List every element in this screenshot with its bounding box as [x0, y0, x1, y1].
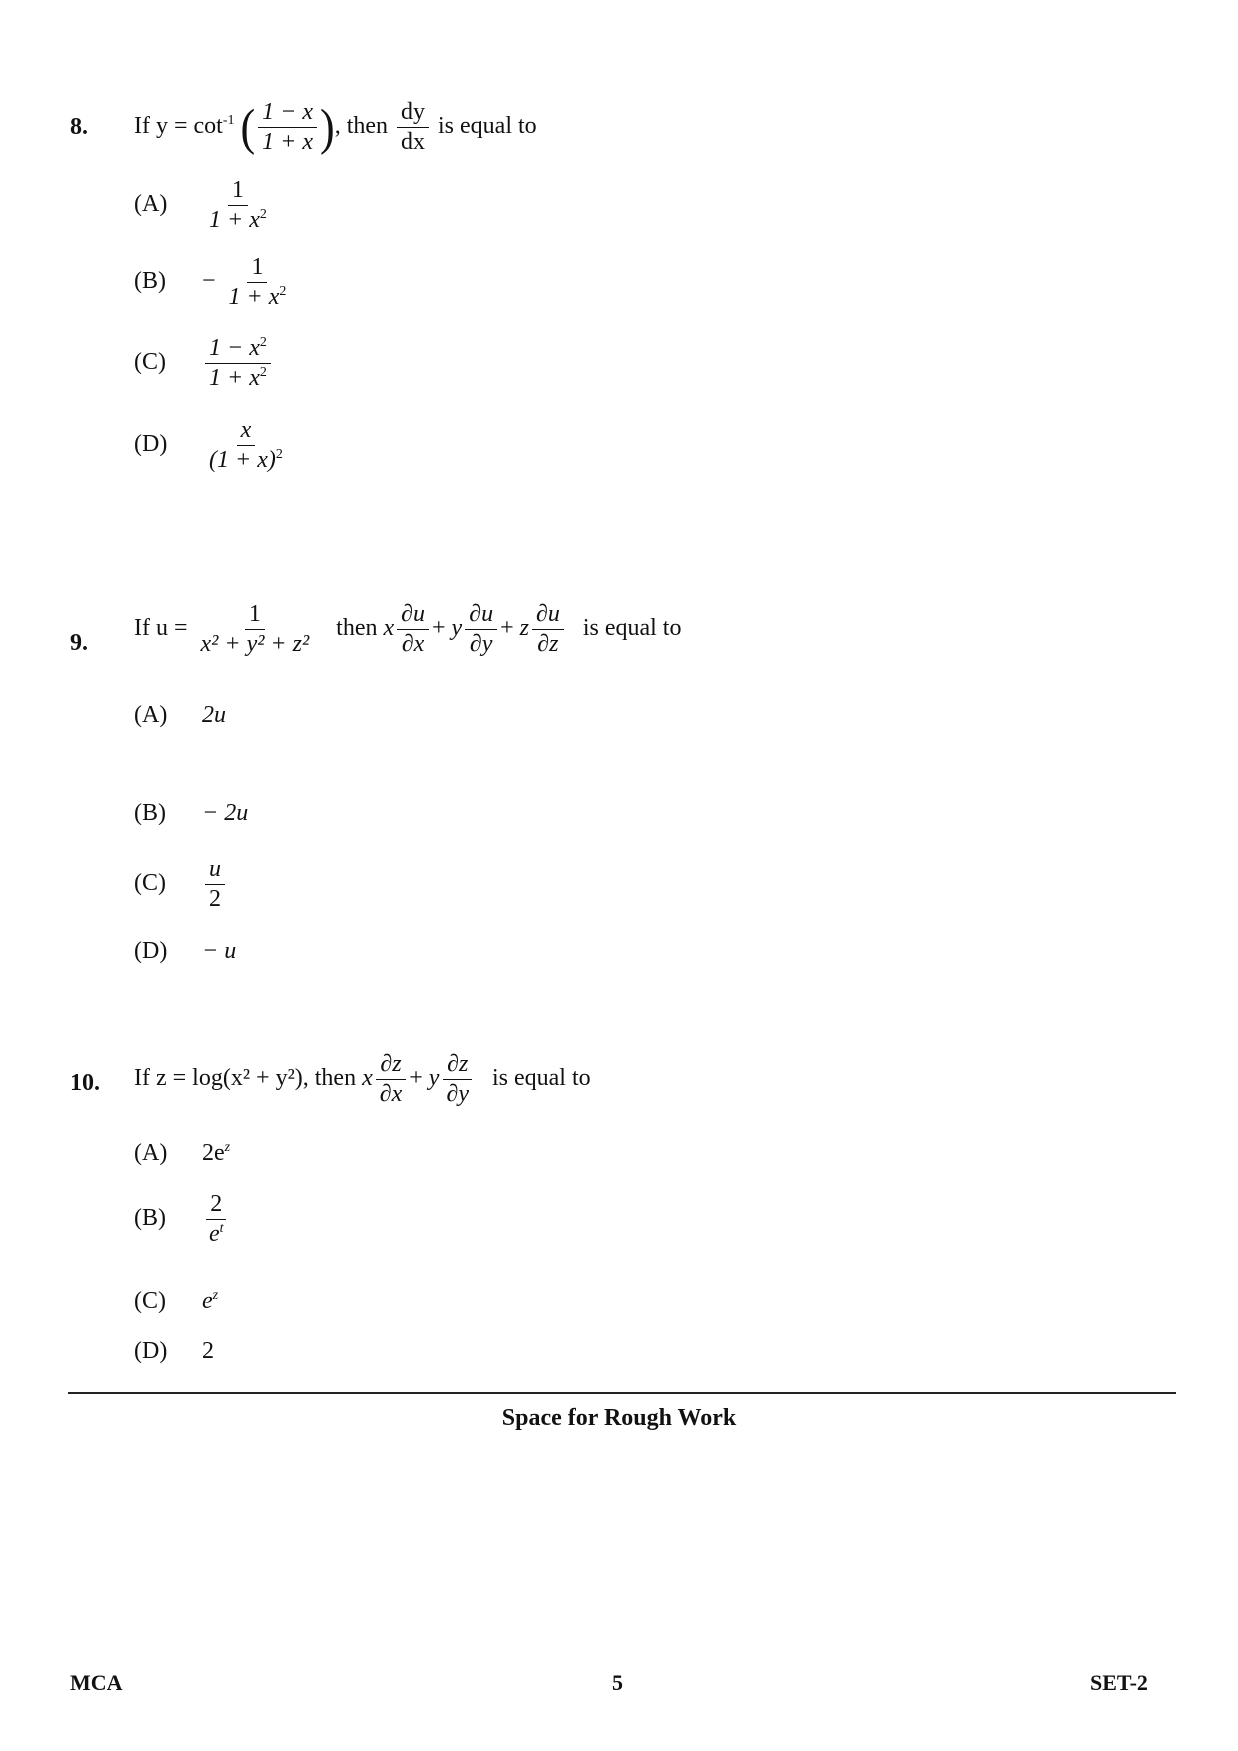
- q10-partial-z: ∂z: [376, 1052, 405, 1080]
- q10-partial-y: ∂y: [446, 1081, 469, 1108]
- option-label: (C): [134, 349, 166, 376]
- option-numerator: u: [205, 857, 225, 885]
- option-exponent: t: [219, 1221, 224, 1237]
- option-d[interactable]: [134, 1338, 214, 1365]
- divider: [68, 1392, 1176, 1394]
- option-denominator: 2: [209, 886, 221, 913]
- q9-prefix: If u =: [134, 615, 188, 642]
- q9-then: then: [336, 615, 378, 642]
- option-numerator: x: [237, 418, 256, 446]
- option-denominator: (1 + x): [209, 447, 276, 474]
- option-value: 2: [202, 1338, 214, 1364]
- option-label: (B): [134, 1205, 166, 1232]
- q9-suffix: is equal to: [582, 615, 682, 642]
- q9-plus: +: [500, 615, 514, 642]
- q9-partial-u: ∂u: [532, 602, 564, 630]
- q8-argument: ( $\frac{1 - x}{1 + x}$ ): [240, 98, 335, 156]
- option-d[interactable]: [134, 938, 236, 965]
- option-numerator: 1 − x: [209, 335, 260, 361]
- rough-work-heading: Space for Rough Work: [501, 1405, 737, 1431]
- footer-page-number: 5: [612, 1670, 623, 1695]
- option-c[interactable]: (C) $\frac{1 - x^2}{1 + x^2}$: [134, 336, 274, 391]
- q8-arg-denominator: 1 + x: [262, 129, 314, 156]
- option-base: 2e: [202, 1140, 225, 1166]
- q9-partial-u: ∂u: [397, 602, 429, 630]
- q9-z: z: [519, 615, 529, 642]
- option-exponent: z: [212, 1288, 219, 1303]
- question-text: [134, 1052, 591, 1107]
- option-label: (C): [134, 1288, 166, 1314]
- option-d[interactable]: (D) $\frac{x}{(1 + x)^2}$: [134, 417, 283, 474]
- option-numerator: 2: [206, 1192, 226, 1220]
- question-8: [70, 98, 1170, 474]
- option-denominator: 1 + x: [209, 365, 260, 392]
- q8-arg-numerator: 1 − x: [258, 100, 317, 128]
- option-label: (B): [134, 268, 166, 295]
- option-label: (D): [134, 938, 168, 964]
- option-value: − 2u: [202, 800, 249, 826]
- option-a[interactable]: [134, 702, 226, 729]
- q9-partial-u: ∂u: [465, 602, 497, 630]
- q10-plus: +: [409, 1065, 423, 1092]
- q10-x: x: [362, 1065, 373, 1092]
- option-denominator: 1 + x: [228, 284, 280, 311]
- q9-partial-z: ∂z: [537, 631, 559, 658]
- footer-set: SET-2: [1090, 1670, 1148, 1695]
- q8-suffix: is equal to: [438, 113, 537, 140]
- q10-prefix: If z = log(x² + y²), then: [134, 1065, 357, 1092]
- q9-partial-y: ∂y: [469, 631, 493, 658]
- option-c[interactable]: [134, 857, 228, 912]
- q10-partial-z: ∂z: [443, 1052, 472, 1080]
- option-label: (A): [134, 702, 168, 728]
- option-denominator: 1 + x: [209, 207, 260, 234]
- option-sign: −: [202, 268, 216, 295]
- footer-course: MCA: [70, 1670, 123, 1695]
- option-value: 2u: [202, 702, 226, 728]
- option-label: (A): [134, 191, 168, 218]
- option-label: (A): [134, 1140, 168, 1166]
- option-numerator: 1: [228, 178, 248, 206]
- option-exponent: z: [224, 1140, 231, 1155]
- option-value: − u: [202, 938, 237, 964]
- q10-suffix: is equal to: [491, 1065, 591, 1092]
- option-b[interactable]: [134, 1192, 231, 1247]
- q9-y: y: [451, 615, 463, 642]
- question-10: [70, 1051, 1170, 1364]
- q9-plus: +: [432, 615, 446, 642]
- question-number: 10.: [70, 1070, 100, 1096]
- q10-partial-x: ∂x: [379, 1081, 403, 1108]
- question-number: 9.: [70, 630, 88, 656]
- question-text: [134, 602, 681, 657]
- q8-derivative-denominator: dx: [401, 129, 426, 156]
- option-b[interactable]: [134, 800, 248, 827]
- option-c[interactable]: [134, 1288, 218, 1315]
- q9-partial-x: ∂x: [401, 631, 425, 658]
- q8-power: -1: [222, 113, 235, 129]
- q10-y: y: [428, 1065, 440, 1092]
- option-a[interactable]: [134, 1140, 230, 1167]
- q9-u-numerator: 1: [245, 602, 265, 630]
- q9-x: x: [383, 615, 395, 642]
- option-label: (D): [134, 1338, 168, 1364]
- option-b[interactable]: (B) − $\frac{1}{1 + x^2}$: [134, 254, 287, 311]
- q9-u-denominator: x² + y² + z²: [200, 631, 310, 658]
- question-number: 8.: [70, 114, 88, 140]
- option-base: e: [202, 1288, 213, 1314]
- option-label: (D): [134, 431, 168, 458]
- option-numerator: 1: [247, 255, 267, 283]
- option-a[interactable]: (A) $\frac{1}{1 + x^2}$: [134, 177, 267, 234]
- question-9: [70, 601, 1170, 964]
- q8-prefix: If y = cot: [134, 113, 223, 140]
- option-label: (B): [134, 800, 166, 826]
- option-label: (C): [134, 870, 166, 897]
- question-text: [134, 100, 537, 155]
- q8-then: , then: [334, 113, 389, 140]
- q8-derivative-numerator: dy: [397, 100, 429, 128]
- option-denominator: e: [209, 1221, 220, 1248]
